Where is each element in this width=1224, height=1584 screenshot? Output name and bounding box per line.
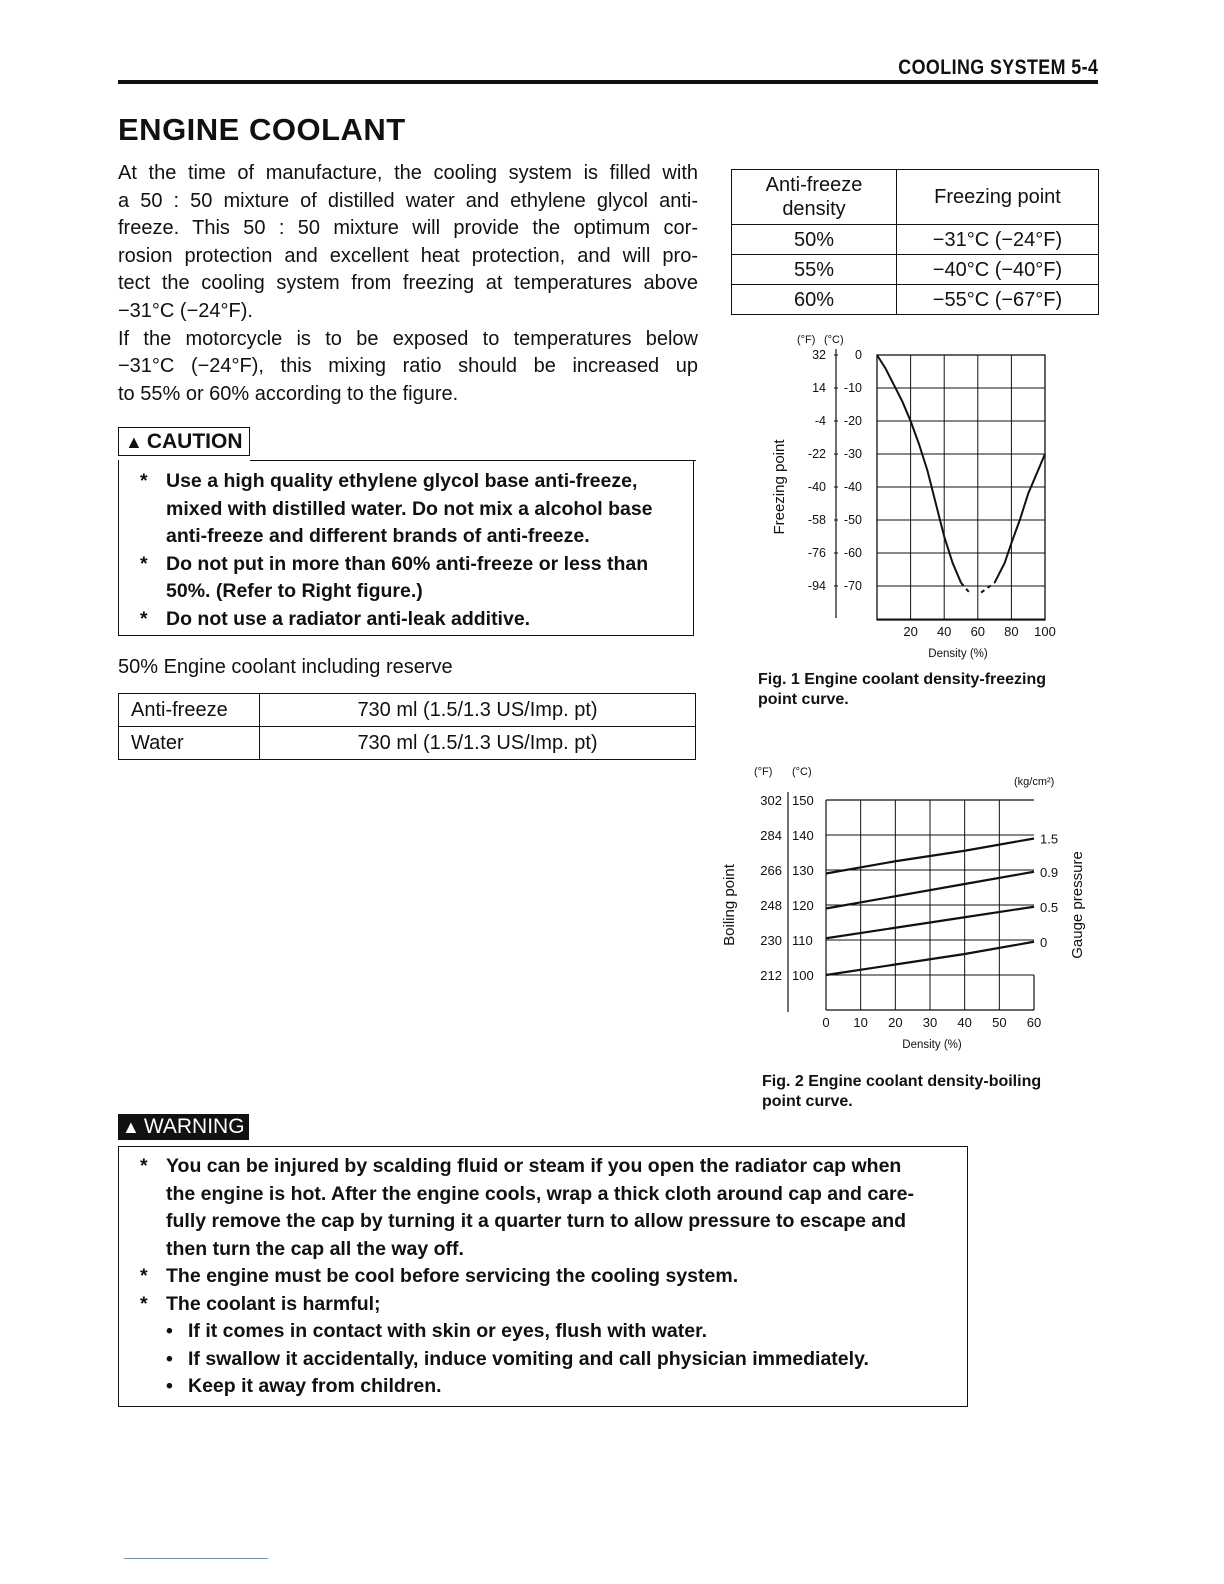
caution-item (140, 468, 680, 551)
intro-line: a 50 : 50 mixture of distilled water and ethylene glycol anti- (118, 189, 698, 212)
asterisk-bullet: * (140, 607, 148, 630)
fig1-tick-c: -40 (843, 480, 862, 494)
freezing-point-cell: −31°C (−24°F) (897, 225, 1099, 255)
intro-line: freeze. This 50 : 50 mixture will provide the optimum cor- (118, 217, 698, 240)
warning-subitem (140, 1373, 960, 1401)
fig1-curve-right-dashed (981, 583, 994, 593)
asterisk-bullet: * (140, 1265, 148, 1287)
fig2-x-tick: 10 (853, 1015, 868, 1030)
fig2-tick-c: 110 (792, 933, 813, 948)
header-cell (732, 170, 897, 225)
fig2-x-tick: 60 (1026, 1015, 1042, 1030)
warning-item (140, 1263, 960, 1291)
warning-triangle-icon: ▲ (122, 1117, 140, 1137)
fig2-tick-f: 284 (760, 828, 782, 843)
fig2-tick-f: 266 (760, 863, 782, 878)
fig2-tick-f: 230 (760, 933, 782, 948)
fig2-x-tick: 40 (957, 1015, 972, 1030)
fig2-series-label: 0.5 (1040, 899, 1059, 915)
warning-line: fully remove the cap by turning it a quarter turn to allow pressure to escape and (166, 1210, 907, 1232)
fig2-plot (721, 766, 1086, 1051)
caution-line: Use a high quality ethylene glycol base anti-freeze, (166, 470, 638, 492)
antifreeze-table (731, 169, 1099, 315)
warning-subitem-text: If swallow it accidentally, induce vomiting and call physician immediately. (188, 1347, 869, 1370)
asterisk-bullet: * (140, 470, 148, 492)
density-cell: 55% (732, 255, 897, 285)
fig1-tick-c: -70 (843, 579, 862, 593)
intro-line: −31°C (−24°F). (118, 299, 253, 322)
fig1-tick-c: -30 (843, 447, 862, 461)
header-density-text: Anti-freeze density (765, 174, 863, 220)
caution-line: Do not use a radiator anti-leak additive. (166, 607, 531, 630)
footer-link-underline (124, 1558, 268, 1559)
warning-line: then turn the cap all the way off. (166, 1237, 464, 1260)
fig2-tick-f: 248 (760, 898, 782, 913)
fig1-tick-c: 0 (855, 348, 862, 362)
fig1-tick-c: -10 (843, 381, 862, 395)
fig2-tick-c: 150 (792, 793, 814, 808)
mix-name-cell: Anti-freeze (119, 694, 260, 727)
warning-label (118, 1114, 249, 1140)
fig1-caption-text: Fig. 1 Engine coolant density-freezing point curve. (758, 671, 1047, 708)
asterisk-bullet: * (140, 1155, 148, 1177)
fig1-x-tick: 20 (903, 624, 918, 639)
fig1-x-tick: 100 (1034, 624, 1056, 639)
asterisk-bullet: * (140, 552, 148, 575)
caution-list (140, 468, 680, 633)
caution-line: mixed with distilled water. Do not mix a alcohol base (166, 497, 653, 520)
caution-item (140, 606, 680, 634)
density-cell: 60% (732, 285, 897, 315)
warning-line: the engine is hot. After the engine cools, wrap a thick cloth around cap and care- (166, 1182, 914, 1205)
section-title: ENGINE COOLANT (118, 112, 406, 147)
table-header-row (732, 170, 1099, 225)
fig2-caption (762, 1072, 1092, 1112)
warning-subitem-text: If it comes in contact with skin or eyes, flush with water. (188, 1320, 708, 1342)
table-row (732, 255, 1099, 285)
fig1-tick-f: 32 (812, 348, 826, 362)
caution-line: 50%. (Refer to Right figure.) (166, 580, 423, 602)
freezing-point-cell: −55°C (−67°F) (897, 285, 1099, 315)
fig1-x-label: Density (%) (928, 648, 988, 660)
warning-subitem (140, 1346, 960, 1374)
dot-bullet: • (166, 1320, 173, 1342)
intro-line: tect the cooling system from freezing at temperatures above (118, 272, 698, 295)
warning-item (140, 1291, 960, 1319)
fig2-x-tick: 50 (992, 1015, 1007, 1030)
fig1-tick-f: -76 (807, 546, 826, 560)
caution-label-text: CAUTION (146, 430, 243, 453)
fig1-x-tick: 40 (936, 624, 952, 639)
table-row (732, 225, 1099, 255)
caution-label (118, 427, 250, 456)
intro-line: At the time of manufacture, the cooling system is filled with (118, 162, 698, 184)
dot-bullet: • (166, 1375, 173, 1397)
fig1-curve-right (995, 454, 1045, 583)
fig2-unit-c: (°C) (792, 766, 812, 778)
fig2-x-tick: 30 (922, 1015, 938, 1030)
fig1-tick-f: -94 (807, 579, 826, 593)
caution-line: anti-freeze and different brands of anti-freeze. (166, 525, 590, 547)
fig1-tick-f: -4 (814, 414, 826, 428)
header-rule (118, 80, 1098, 84)
caution-box-top-rule (250, 460, 696, 461)
fig1-tick-f: -22 (807, 447, 826, 461)
boiling-point-chart (712, 755, 1102, 1065)
mix-name-cell: Water (119, 727, 260, 760)
fig1-tick-c: -60 (843, 546, 862, 560)
fig2-x-tick: 0 (822, 1015, 830, 1030)
asterisk-bullet: * (140, 1292, 148, 1315)
fig2-x-label: Density (%) (902, 1039, 962, 1051)
fig1-unit-f: (°F) (797, 334, 816, 346)
dot-bullet: • (166, 1347, 173, 1370)
table-row (119, 727, 696, 760)
fig2-tick-c: 140 (792, 828, 814, 843)
fig1-curve-left (877, 355, 961, 583)
fig1-tick-c: -50 (843, 513, 862, 527)
fig1-caption (758, 670, 1088, 710)
warning-subitem (140, 1318, 960, 1346)
warning-item (140, 1153, 960, 1263)
caution-line: Do not put in more than 60% anti-freeze or less than (166, 552, 649, 575)
fig1-unit-c: (°C) (824, 334, 844, 346)
mix-table (118, 693, 696, 760)
fig2-tick-f: 302 (760, 793, 782, 808)
caution-item (140, 551, 680, 606)
fig2-tick-f: 212 (760, 968, 782, 983)
fig1-tick-f: -58 (807, 513, 826, 527)
mix-amount-cell: 730 ml (1.5/1.3 US/Imp. pt) (260, 727, 696, 760)
table-row (119, 694, 696, 727)
warning-line: The engine must be cool before servicing the cooling system. (166, 1265, 739, 1287)
fig2-series-label: 0.9 (1040, 864, 1059, 880)
warning-subitem-text: Keep it away from children. (188, 1375, 442, 1397)
fig2-x-tick: 20 (888, 1015, 903, 1030)
coolant-caption: 50% Engine coolant including reserve (118, 656, 453, 678)
mix-amount-cell: 730 ml (1.5/1.3 US/Imp. pt) (260, 694, 696, 727)
intro-line: to 55% or 60% according to the figure. (118, 382, 459, 405)
fig2-tick-c: 130 (792, 863, 814, 878)
fig2-tick-c: 100 (792, 968, 814, 983)
fig2-series-label: 0 (1040, 934, 1048, 950)
density-cell: 50% (732, 225, 897, 255)
fig1-plot (771, 334, 1056, 660)
table-row (732, 285, 1099, 315)
fig2-y2-label: Gauge pressure (1069, 851, 1086, 959)
fig2-series-label: 1.5 (1040, 831, 1059, 847)
warning-line: You can be injured by scalding fluid or steam if you open the radiator cap when (166, 1155, 902, 1177)
fig2-tick-c: 120 (792, 898, 814, 913)
warning-line: The coolant is harmful; (166, 1292, 381, 1315)
page-header-title: COOLING SYSTEM 5-4 (897, 56, 1098, 79)
intro-paragraph (118, 160, 698, 408)
intro-line: −31°C (−24°F), this mixing ratio should be increased up (118, 355, 698, 378)
fig1-tick-c: -20 (843, 414, 862, 428)
fig1-x-tick: 60 (970, 624, 986, 639)
warning-label-text: WARNING (143, 1115, 245, 1138)
header-cell: Freezing point (897, 170, 1099, 225)
fig1-curve-left-dashed (961, 583, 969, 593)
fig1-y-label: Freezing point (771, 439, 788, 535)
fig2-unit-right: (kg/cm²) (1014, 776, 1055, 788)
warning-list (140, 1153, 960, 1401)
fig2-unit-f: (°F) (754, 766, 773, 778)
intro-line: rosion protection and excellent heat protection, and will pro- (118, 244, 698, 267)
fig2-caption-text: Fig. 2 Engine coolant density-boiling point curve. (762, 1073, 1042, 1110)
intro-line: If the motorcycle is to be exposed to temperatures below (118, 327, 698, 350)
freezing-point-cell: −40°C (−40°F) (897, 255, 1099, 285)
fig1-tick-f: 14 (812, 381, 826, 395)
freezing-point-chart (740, 325, 1100, 665)
fig1-x-tick: 80 (1004, 624, 1019, 639)
warning-triangle-icon: ▲ (125, 432, 143, 452)
fig1-tick-f: -40 (807, 480, 826, 494)
fig2-y-label: Boiling point (721, 864, 738, 946)
